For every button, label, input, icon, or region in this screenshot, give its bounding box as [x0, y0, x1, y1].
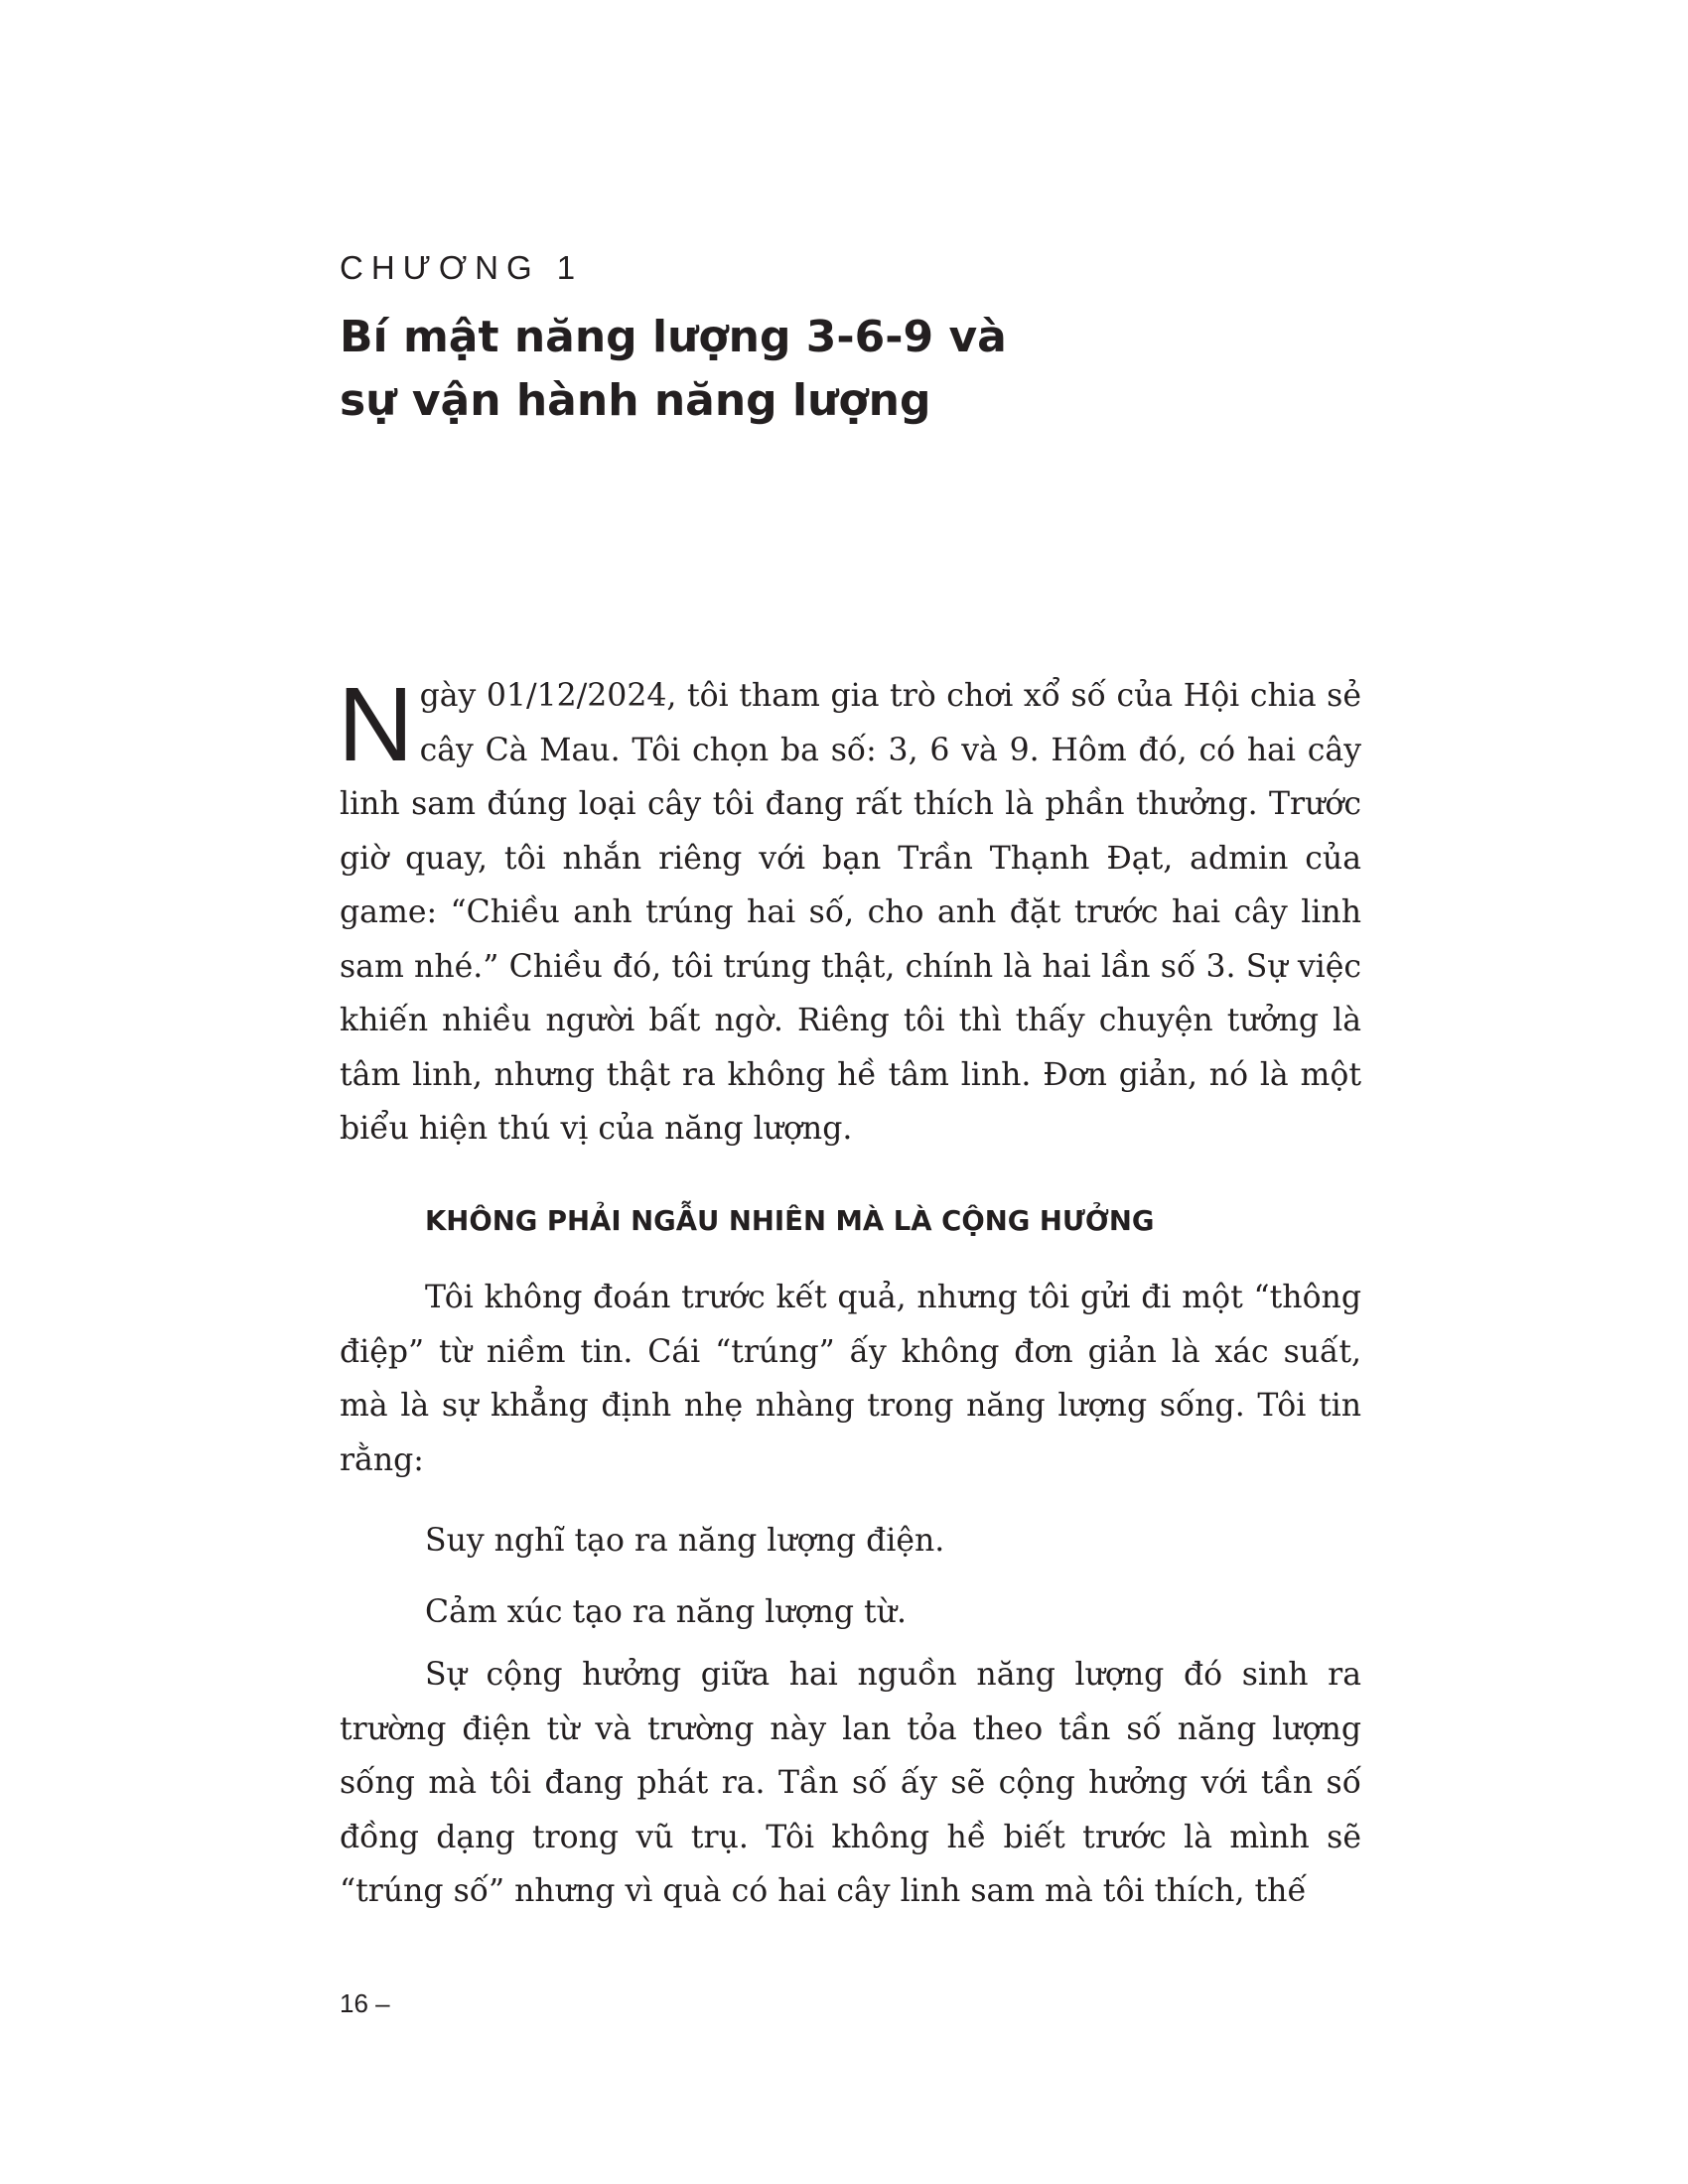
- section-paragraph-1-text: Tôi không đoán trước kết quả, nhưng tôi gửi đi một “thông điệp” từ niềm tin. Cái “trúng” ấy không đơn giản là xác suất, mà là sự khẳng định nhẹ nhàng trong năng lượng sống. Tôi tin rằng:: [340, 1280, 1361, 1478]
- intro-text: gày 01/12/2024, tôi tham gia trò chơi xổ số của Hội chia sẻ cây Cà Mau. Tôi chọn ba số: 3, 6 và 9. Hôm đó, có hai cây linh sam đúng loại cây tôi đang rất thích là phần thưởng. Trước giờ quay, tôi nhắn riêng với bạn Trần Thạnh Đạt, admin của game: “Chiều anh trúng hai số, cho anh đặt trước hai cây linh sam nhé.” Chiều đó, tôi trúng thật, chính là hai lần số 3. Sự việc khiến nhiều người bất ngờ. Riêng tôi thì thấy chuyện tưởng là tâm linh, nhưng thật ra không hề tâm linh. Đơn giản, nó là một biểu hiện thú vị của năng lượng.: [340, 678, 1361, 1147]
- belief-line-1-text: Suy nghĩ tạo ra năng lượng điện.: [425, 1523, 945, 1559]
- drop-cap: N: [338, 666, 414, 783]
- chapter-title-line-2: sự vận hành năng lượng: [340, 375, 931, 426]
- page-number: 16 –: [340, 1988, 390, 2018]
- belief-line-2-text: Cảm xúc tạo ra năng lượng từ.: [425, 1594, 908, 1630]
- section-paragraph-1: [340, 1271, 1361, 1487]
- intro-paragraph: [338, 666, 1361, 1157]
- belief-line-1: [340, 1514, 1361, 1569]
- chapter-title-line-1: Bí mật năng lượng 3-6-9 và: [340, 312, 1007, 362]
- section-paragraph-2-text: Sự cộng hưởng giữa hai nguồn năng lượng đó sinh ra trường điện từ và trường này lan tỏa theo tần số năng lượng sống mà tôi đang phát ra. Tần số ấy sẽ cộng hưởng với tần số đồng dạng trong vũ trụ. Tôi không hề biết trước là mình sẽ “trúng số” nhưng vì quà có hai cây linh sam mà tôi thích, thế: [340, 1657, 1361, 1909]
- section-heading: KHÔNG PHẢI NGẪU NHIÊN MÀ LÀ CỘNG HƯỞNG: [425, 1205, 1155, 1237]
- section-paragraph-2: [340, 1648, 1361, 1919]
- chapter-title: [340, 306, 1392, 433]
- chapter-label: CHƯƠNG 1: [340, 249, 584, 286]
- belief-line-2: [340, 1585, 1361, 1640]
